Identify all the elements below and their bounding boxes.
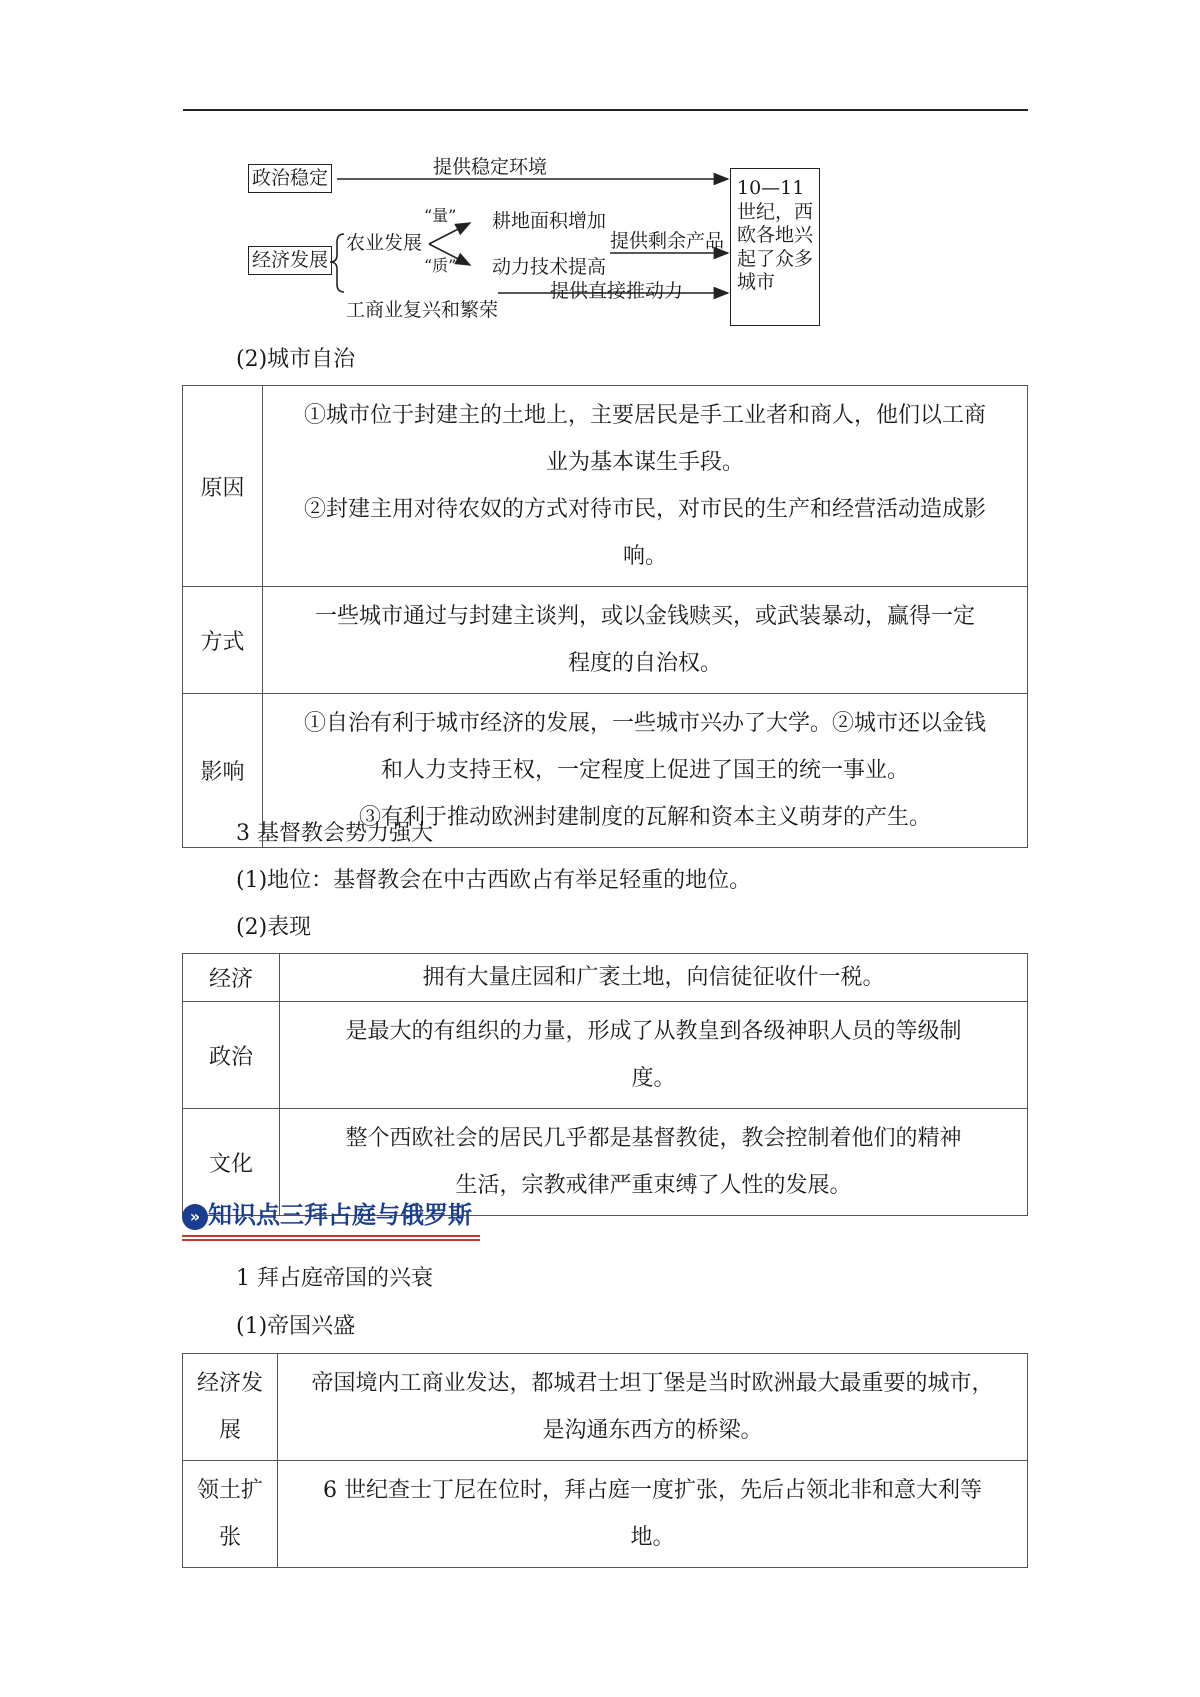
text-line: ①自治有利于城市经济的发展，一些城市兴办了大学。②城市还以金钱 [303, 711, 986, 736]
text-line: 一些城市通过与封建主谈判，或以金钱赎买，或武装暴动，赢得一定 [314, 604, 975, 629]
table-row [183, 587, 1028, 694]
heading-church: 3 基督教会势力强大 [236, 821, 433, 846]
city-autonomy-table [182, 385, 1028, 848]
row-head-reason: 原因 [183, 386, 263, 587]
row-content-reason [263, 386, 1028, 587]
row-content-economy [280, 954, 1028, 1002]
arable-land-label: 耕地面积增加 [492, 210, 607, 232]
political-stability-box: 政治稳定 [248, 164, 332, 193]
text-line: 展 [218, 1418, 241, 1443]
chevron-right-icon: » [182, 1204, 208, 1230]
byzantine-prosperity-table [182, 1353, 1028, 1568]
table-row [183, 954, 1028, 1002]
economic-development-box: 经济发展 [248, 246, 332, 275]
city-rise-diagram [248, 150, 838, 330]
heading-byzantine-empire: 1 拜占庭帝国的兴衰 [236, 1266, 433, 1291]
top-rule [183, 109, 1028, 111]
title-underline [182, 1235, 480, 1237]
text-line: 张 [218, 1525, 241, 1550]
church-status-text: (1)地位：基督教会在中古西欧占有举足轻重的地位。 [236, 868, 752, 893]
subheading-church-performance: (2)表现 [236, 915, 312, 940]
row-head-territory [183, 1461, 278, 1568]
row-head-culture: 文化 [183, 1109, 280, 1216]
direct-impetus-label: 提供直接推动力 [550, 280, 684, 302]
row-content-culture [280, 1109, 1028, 1216]
text-line: 地。 [630, 1525, 675, 1550]
power-technology-label: 动力技术提高 [492, 256, 607, 278]
row-head-impact: 影响 [183, 694, 263, 848]
subheading-city-autonomy: (2)城市自治 [236, 347, 356, 372]
text-line: 经济发 [196, 1371, 263, 1396]
row-content-economy [278, 1354, 1028, 1461]
table-row [183, 1354, 1028, 1461]
text-line: 响。 [622, 544, 667, 569]
row-content-territory [278, 1461, 1028, 1568]
city-rise-result-box: 10—11世纪，西欧各地兴起了众多城市 [730, 168, 820, 326]
text-line: 生活，宗教戒律严重束缚了人性的发展。 [455, 1173, 852, 1198]
row-content-politics [280, 1002, 1028, 1109]
text-line: 度。 [631, 1066, 676, 1091]
quality-label: “质” [424, 256, 457, 275]
stable-environment-label: 提供稳定环境 [433, 156, 548, 178]
text-line: 整个西欧社会的居民几乎都是基督教徒，教会控制着他们的精神 [345, 1126, 962, 1151]
row-head-economy: 经济 [183, 954, 280, 1002]
table-row [183, 1461, 1028, 1568]
text-line: 是沟通东西方的桥梁。 [542, 1418, 763, 1443]
row-content-method [263, 587, 1028, 694]
text-line: 和人力支持王权，一定程度上促进了国王的统一事业。 [380, 758, 909, 783]
table-row [183, 1002, 1028, 1109]
section-title: 知识点三拜占庭与俄罗斯 [208, 1201, 472, 1229]
industry-commerce-label: 工商业复兴和繁荣 [346, 299, 499, 321]
text-line: 业为基本谋生手段。 [545, 450, 744, 475]
title-underline [182, 1239, 480, 1241]
agriculture-label: 农业发展 [346, 232, 423, 254]
text-line: ③有利于推动欧洲封建制度的瓦解和资本主义萌芽的产生。 [358, 805, 931, 830]
subheading-empire-prosperity: (1)帝国兴盛 [236, 1314, 356, 1339]
row-head-politics: 政治 [183, 1002, 280, 1109]
quantity-label: “量” [424, 206, 457, 225]
surplus-products-label: 提供剩余产品 [610, 230, 725, 252]
text-line: 拥有大量庄园和广袤土地，向信徒征收什一税。 [422, 965, 885, 990]
table-row [183, 386, 1028, 587]
text-line: ①城市位于封建主的土地上，主要居民是手工业者和商人，他们以工商 [303, 403, 986, 428]
text-line: 帝国境内工商业发达，都城君士坦丁堡是当时欧洲最大最重要的城市， [311, 1371, 994, 1396]
text-line: 6 世纪查士丁尼在位时，拜占庭一度扩张，先后占领北非和意大利等 [323, 1478, 982, 1503]
text-line: 是最大的有组织的力量，形成了从教皇到各级神职人员的等级制 [345, 1019, 962, 1044]
church-power-table [182, 953, 1028, 1216]
table-row [183, 1109, 1028, 1216]
text-line: 程度的自治权。 [567, 651, 722, 676]
text-line: 领土扩 [196, 1478, 263, 1503]
row-head-method: 方式 [183, 587, 263, 694]
text-line: ②封建主用对待农奴的方式对待市民，对市民的生产和经营活动造成影 [303, 497, 986, 522]
row-head-economy [183, 1354, 278, 1461]
